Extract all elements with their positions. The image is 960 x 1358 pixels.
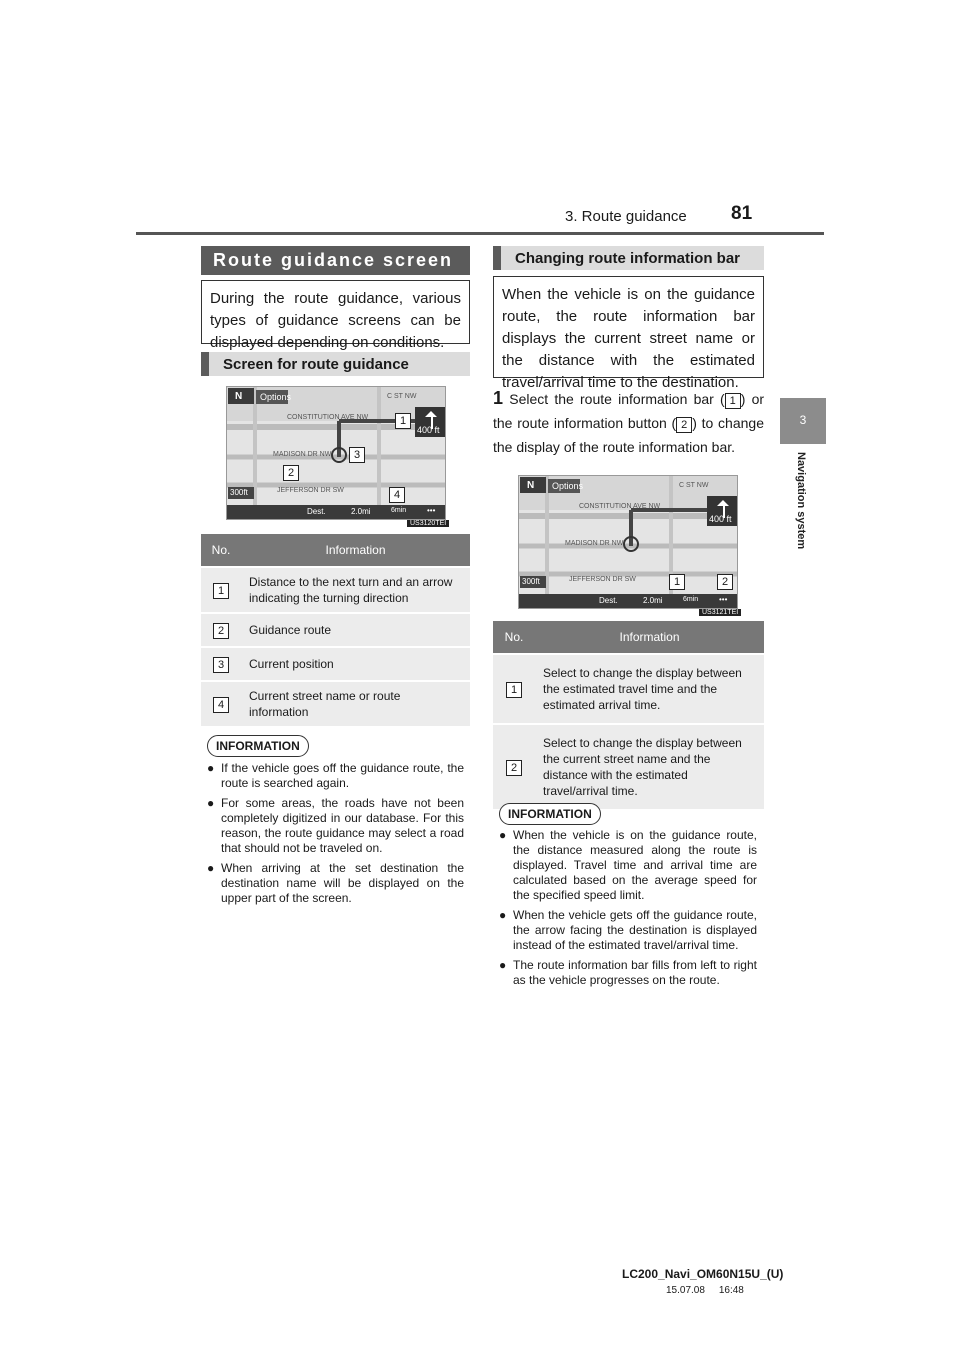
figure-code: US3121TEI: [699, 609, 741, 616]
info-bullet: ● When arriving at the set destination the destination name will be displayed on the upper part of the screen.: [207, 861, 464, 906]
section-title: 3. Route guidance: [565, 208, 687, 225]
turn-distance: 400 ft: [417, 425, 440, 435]
row-number: 3: [213, 657, 229, 673]
info-bullet: ● When the vehicle gets off the guidance route, the arrow facing the destination is displayed instead of the estimated travel/arrival time.: [499, 908, 757, 953]
step-number: 1: [493, 388, 504, 408]
more-button: •••: [719, 595, 728, 604]
info-bullet: ● If the vehicle goes off the guidance route, the route is searched again.: [207, 761, 464, 791]
section-heading: Route guidance screen: [201, 246, 470, 275]
info-bullet: ● The route information bar fills from left to right as the vehicle progresses on the route.: [499, 958, 757, 988]
table-row: [201, 613, 470, 647]
dest-button: Dest.: [599, 596, 618, 605]
info-list: [499, 828, 757, 988]
callout-1: 1: [395, 413, 411, 429]
chapter-label: Navigation system: [795, 452, 807, 550]
info-label: INFORMATION: [207, 735, 309, 757]
map-screenshot: [518, 475, 738, 609]
route-time: 6min: [391, 507, 407, 514]
step-text: ) to change the display of the route information bar.: [493, 415, 764, 455]
row-number: 4: [213, 697, 229, 713]
callout-2: 2: [717, 574, 733, 590]
callout-3: 3: [349, 447, 365, 463]
route-distance: 2.0mi: [643, 596, 663, 605]
figure-code: US3120TEI: [407, 520, 449, 527]
step-ref: 2: [676, 417, 692, 433]
info-list: [207, 761, 464, 906]
print-stamp: 15.07.08 16:48: [666, 1285, 744, 1296]
north-indicator: N: [527, 480, 535, 491]
table-row: [493, 654, 764, 724]
callout-2: 2: [283, 465, 299, 481]
row-text: Current position: [241, 647, 470, 681]
header-rule: [136, 232, 824, 235]
row-text: Select to change the display between the estimated travel time and the estimated arrival time.: [535, 654, 764, 724]
route-distance: 2.0mi: [351, 507, 371, 516]
callout-4: 4: [389, 487, 405, 503]
table-row: [201, 647, 470, 681]
step-text: ) or the route information button (: [493, 391, 765, 431]
step-ref: 1: [725, 393, 741, 409]
map-graphic: [227, 387, 446, 520]
subsection-heading: Changing route information bar: [493, 246, 764, 270]
table-row: [201, 681, 470, 726]
col-information: Information: [241, 534, 470, 567]
chapter-tab: 3: [780, 398, 826, 444]
street-label: CONSTITUTION AVE NW: [579, 503, 661, 510]
street-label: JEFFERSON DR SW: [569, 576, 636, 583]
page-number: 81: [731, 203, 753, 224]
info-badge: [499, 803, 601, 825]
table-row: [201, 567, 470, 613]
col-information: Information: [535, 621, 764, 654]
info-table: [493, 621, 764, 809]
more-button: •••: [427, 506, 436, 515]
table-row: [493, 724, 764, 809]
street-label: CONSTITUTION AVE NW: [287, 414, 369, 421]
options-button: Options: [260, 392, 292, 402]
row-number: 2: [506, 760, 522, 776]
intro-box: When the vehicle is on the guidance route, the route information bar displays the current street name or the distance with the estimated travel/arrival time to the destination.: [493, 276, 764, 378]
col-no: No.: [201, 534, 241, 567]
subsection-heading: Screen for route guidance: [201, 352, 470, 376]
col-no: No.: [493, 621, 535, 654]
street-label: MADISON DR NW: [273, 451, 332, 458]
row-text: Current street name or route information: [241, 681, 470, 726]
dest-button: Dest.: [307, 507, 326, 516]
row-number: 1: [506, 682, 522, 698]
map-screenshot: [226, 386, 446, 520]
street-label: MADISON DR NW: [565, 540, 624, 547]
info-bullet: ● For some areas, the roads have not been completely digitized in our database. For this reason, the route guidance may select a road that should not be traveled on.: [207, 796, 464, 856]
map-graphic: [519, 476, 738, 609]
row-number: 2: [213, 623, 229, 639]
row-text: Guidance route: [241, 613, 470, 647]
map-scale: 300ft: [522, 577, 540, 586]
street-label: C ST NW: [387, 393, 417, 400]
model-code: LC200_Navi_OM60N15U_(U): [622, 1267, 784, 1281]
info-table: [201, 534, 470, 726]
options-button: Options: [552, 481, 584, 491]
row-number: 1: [213, 583, 229, 599]
street-label: C ST NW: [679, 482, 709, 489]
row-text: Distance to the next turn and an arrow indicating the turning direction: [241, 567, 470, 613]
info-badge: [207, 735, 309, 757]
north-indicator: N: [235, 391, 243, 402]
callout-1: 1: [669, 574, 685, 590]
step-1: [493, 386, 764, 459]
info-label: INFORMATION: [499, 803, 601, 825]
street-label: JEFFERSON DR SW: [277, 487, 344, 494]
turn-distance: 400 ft: [709, 514, 732, 524]
intro-box: During the route guidance, various types of guidance screens can be displayed depending on conditions.: [201, 280, 470, 344]
map-scale: 300ft: [230, 488, 248, 497]
route-time: 6min: [683, 596, 699, 603]
info-bullet: ● When the vehicle is on the guidance route, the distance measured along the route is displayed. Travel time and arrival time are calculated based on the average speed for the specified speed limit.: [499, 828, 757, 903]
row-text: Select to change the display between the current street name and the distance with the estimated travel/arrival time.: [535, 724, 764, 809]
step-text: Select the route information bar (: [509, 391, 725, 407]
